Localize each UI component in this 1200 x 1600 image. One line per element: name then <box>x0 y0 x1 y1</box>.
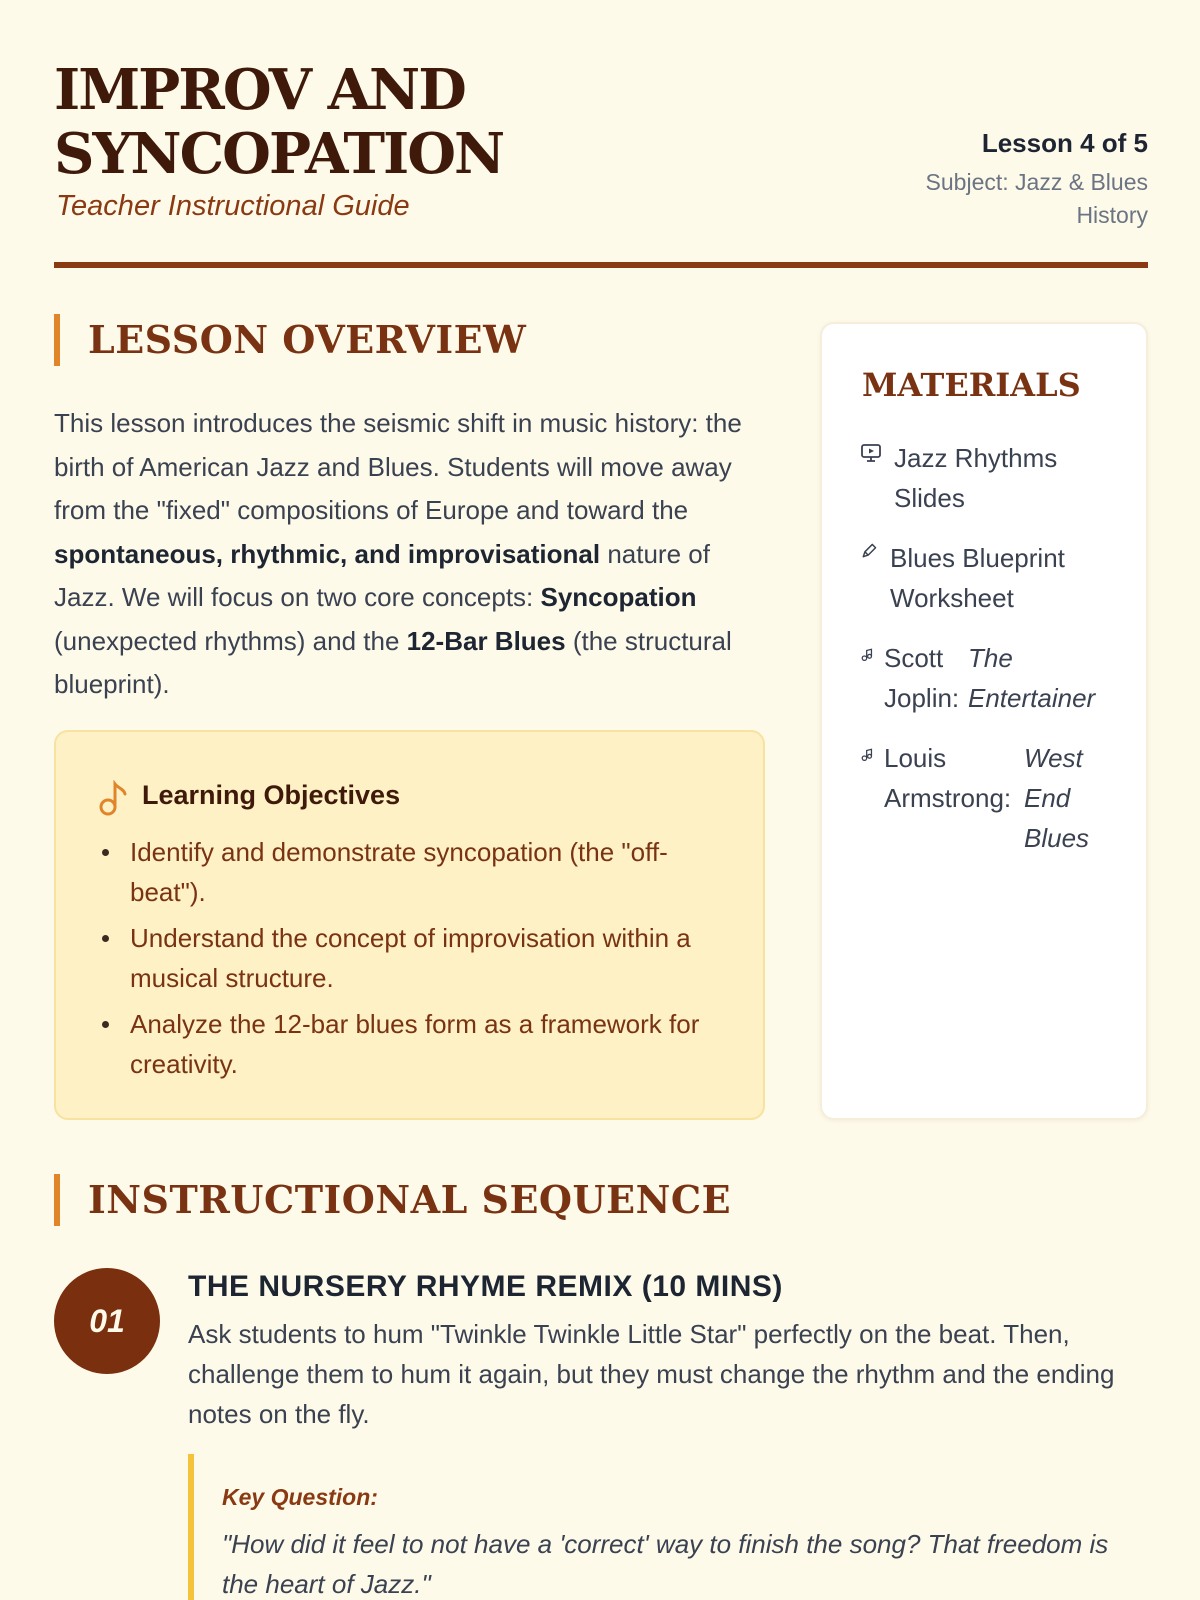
page-subtitle: Teacher Instructional Guide <box>56 190 410 222</box>
concept-12-bar-blues: 12-Bar Blues <box>406 625 566 656</box>
step-number-badge: 01 <box>54 1268 160 1374</box>
concept-syncopation: Syncopation <box>540 582 697 612</box>
artist-name: Louis Armstrong: <box>884 743 1012 813</box>
presentation-icon <box>860 442 882 464</box>
list-item: Analyze the 12-bar blues form as a framework for creativity. <box>100 1004 720 1084</box>
list-item: Understand the concept of improvisation within a musical structure. <box>100 918 720 998</box>
overview-text: This lesson introduces the seismic shift in music history: the birth of American Jazz and Blues. Students will move away from the "fixed" compositions of Europe and toward the <box>54 408 742 525</box>
sequence-heading: INSTRUCTIONAL SEQUENCE <box>54 1174 731 1226</box>
key-question-label: Key Question: <box>222 1484 378 1510</box>
step-description: Ask students to hum "Twinkle Twinkle Little Star" perfectly on the beat. Then, challenge them to hum it again, but they must change the rhythm and the ending notes on the fly. <box>188 1319 1115 1429</box>
material-label: Blues Blueprint Worksheet <box>890 543 1065 613</box>
overview-emphasis: spontaneous, rhythmic, and improvisational <box>54 538 601 569</box>
step-title: THE NURSERY RHYME REMIX (10 MINS) <box>188 1270 783 1303</box>
overview-heading: LESSON OVERVIEW <box>54 314 526 366</box>
materials-card <box>820 322 1148 1120</box>
objectives-title: Learning Objectives <box>142 780 401 810</box>
objectives-list <box>100 832 720 1090</box>
page-title: IMPROV AND SYNCOPATION <box>54 57 504 187</box>
learning-objectives-box <box>54 730 765 1120</box>
artist-name: Scott Joplin: <box>884 643 960 713</box>
music-note-icon <box>860 648 874 662</box>
materials-title: MATERIALS <box>862 366 1081 404</box>
pencil-icon <box>860 542 878 560</box>
music-note-icon <box>98 780 128 818</box>
overview-text: nature of Jazz. We will focus on two core concepts: <box>54 538 710 612</box>
key-question-callout <box>188 1454 1148 1600</box>
material-label: Jazz Rhythms Slides <box>894 443 1058 513</box>
list-item: Identify and demonstrate syncopation (the "off-beat"). <box>100 832 720 912</box>
document-header <box>54 58 1148 268</box>
overview-paragraph <box>54 402 769 707</box>
artist-work: The Entertainer <box>968 643 1096 713</box>
lesson-guide-page <box>54 0 1148 1600</box>
overview-text: (unexpected rhythms) and the <box>54 625 407 656</box>
lesson-number: Lesson 4 of 5 <box>981 128 1148 158</box>
artist-work: West End Blues <box>1024 743 1090 853</box>
overview-text: (the structural blueprint). <box>54 625 732 699</box>
key-question-text: "How did it feel to not have a 'correct' way to finish the song? That freedom is the heart of Jazz." <box>222 1529 1109 1599</box>
music-note-icon <box>860 748 874 762</box>
lesson-subject: Subject: Jazz & Blues History <box>925 169 1148 228</box>
